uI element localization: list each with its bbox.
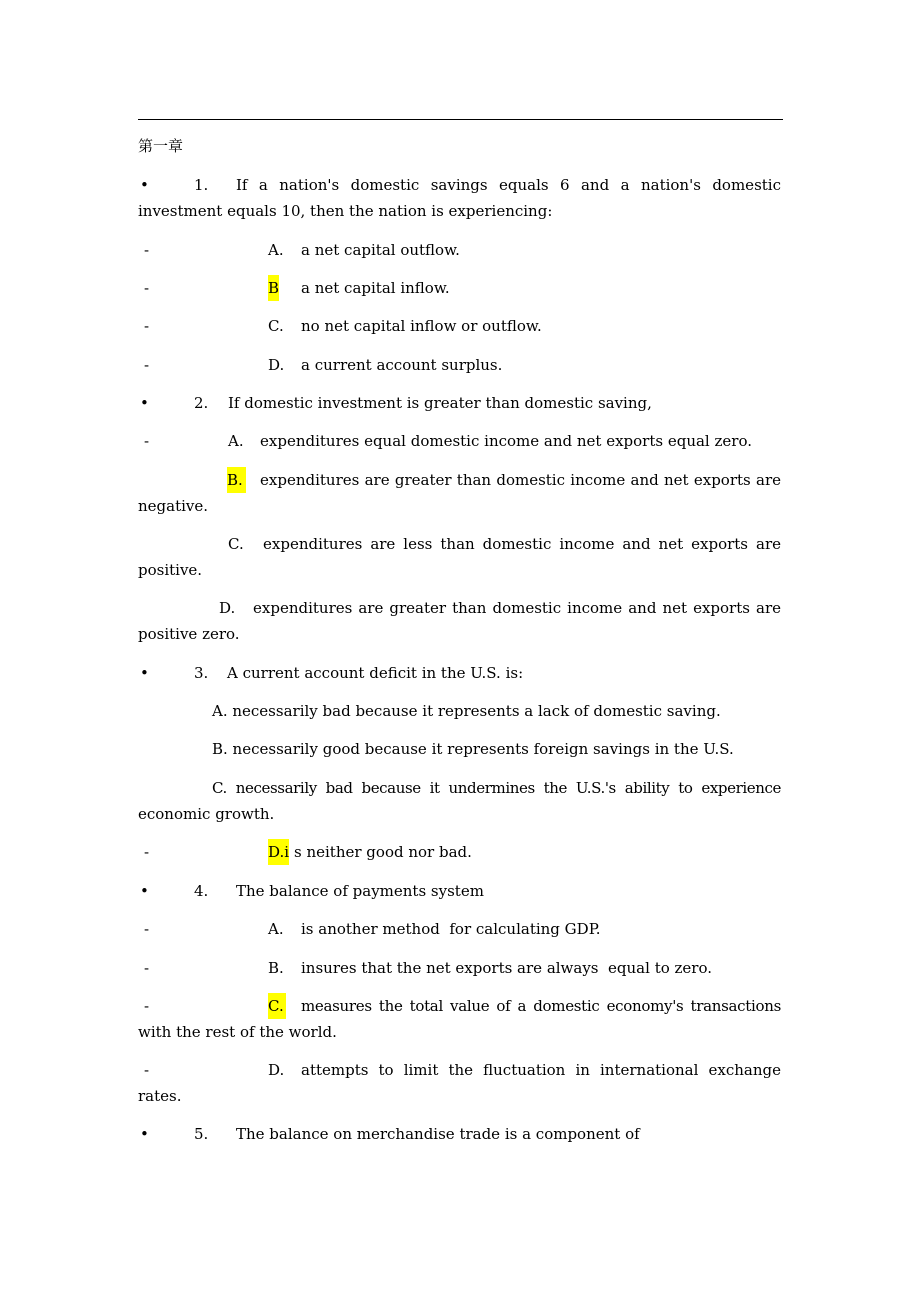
question-number: 2.	[194, 394, 209, 412]
option-letter: A.	[228, 432, 244, 450]
option-text-cont: positive.	[138, 561, 203, 579]
option-text: insures that the net exports are always equal to zero.	[301, 959, 713, 977]
option-text-cont: negative.	[138, 497, 209, 515]
option-text-cont: economic growth.	[138, 805, 275, 823]
option-letter: B.	[268, 959, 284, 977]
question-text-cont: investment equals 10, then the nation is experiencing:	[138, 202, 553, 220]
option-letter-highlighted: C.	[268, 993, 286, 1019]
option-letter: C.	[228, 535, 244, 553]
option-text-cont: with the rest of the world.	[138, 1023, 337, 1041]
option-text: no net capital inflow or outflow.	[301, 317, 542, 335]
question-number: 3.	[194, 664, 209, 682]
option-text: a current account surplus.	[301, 356, 503, 374]
option-letter: D.	[268, 1061, 285, 1079]
bullet: •	[140, 882, 149, 900]
bullet: •	[140, 394, 149, 412]
option-letter-highlighted: B.	[227, 467, 246, 493]
bullet: •	[140, 1125, 149, 1143]
dash: -	[144, 279, 150, 297]
chapter-heading: 第一章	[138, 137, 184, 155]
option-text: A. necessarily bad because it represents a lack of domestic saving.	[212, 702, 721, 720]
header-rule	[138, 119, 783, 120]
option-text: expenditures are greater than domestic income and net exports are	[253, 599, 781, 617]
dash: -	[144, 317, 150, 335]
option-text: expenditures are less than domestic income and net exports are	[263, 535, 781, 553]
option-letter-highlighted: B	[268, 275, 279, 301]
option-text: s neither good nor bad.	[294, 843, 472, 861]
bullet: •	[140, 664, 149, 682]
option-text-cont: positive zero.	[138, 625, 240, 643]
dash: -	[144, 920, 150, 938]
question-text: If domestic investment is greater than domestic saving,	[228, 394, 652, 412]
dash: -	[144, 1061, 150, 1079]
option-letter-highlighted: D.i	[268, 839, 289, 865]
option-text: B. necessarily good because it represents foreign savings in the U.S.	[212, 740, 734, 758]
question-text: A current account deficit in the U.S. is:	[227, 664, 524, 682]
dash: -	[144, 959, 150, 977]
option-text: expenditures are greater than domestic income and net exports are	[260, 471, 781, 489]
dash: -	[144, 843, 150, 861]
dash: -	[144, 356, 150, 374]
option-text: attempts to limit the fluctuation in international exchange	[301, 1061, 781, 1079]
dash: -	[144, 432, 150, 450]
question-text: The balance of payments system	[236, 882, 484, 900]
question-number: 5.	[194, 1125, 209, 1143]
option-text: measures the total value of a domestic economy's transactions	[301, 997, 781, 1015]
option-text: is another method for calculating GDP.	[301, 920, 601, 938]
option-letter: D.	[219, 599, 236, 617]
option-text: expenditures equal domestic income and net exports equal zero.	[260, 432, 752, 450]
option-text-cont: rates.	[138, 1087, 182, 1105]
question-number: 1.	[194, 176, 209, 194]
option-letter: A.	[268, 241, 284, 259]
option-letter: D.	[268, 356, 285, 374]
question-number: 4.	[194, 882, 209, 900]
question-text: If a nation's domestic savings equals 6 and a nation's domestic	[236, 176, 781, 194]
option-text: a net capital inflow.	[301, 279, 450, 297]
option-text: C. necessarily bad because it undermines the U.S.'s ability to experience	[212, 779, 781, 797]
dash: -	[144, 241, 150, 259]
option-letter: C.	[268, 317, 284, 335]
option-text: a net capital outflow.	[301, 241, 460, 259]
dash: -	[144, 997, 150, 1015]
bullet: •	[140, 176, 149, 194]
option-letter: A.	[268, 920, 284, 938]
question-text: The balance on merchandise trade is a component of	[236, 1125, 640, 1143]
